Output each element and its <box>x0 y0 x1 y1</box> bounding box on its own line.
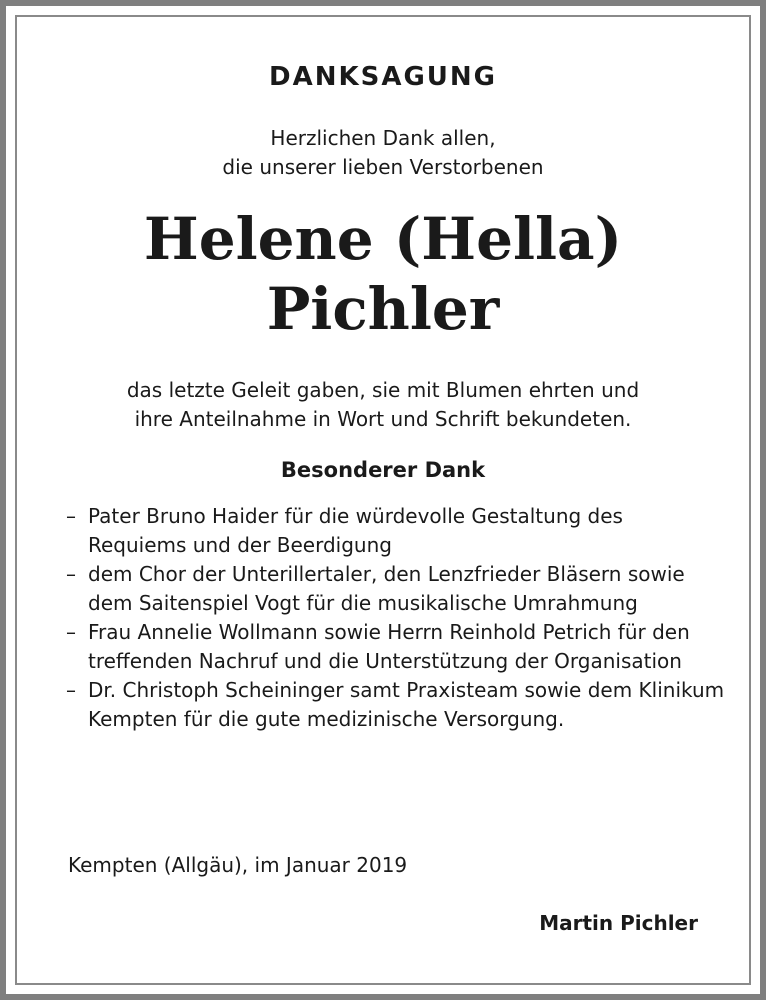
body-line-1: das letzte Geleit gaben, sie mit Blumen ehrten und <box>126 378 640 402</box>
list-item-text: Frau Annelie Wollmann sowie Herrn Reinhold Petrich für den treffenden Nachruf und die Unterstützung der Organisation <box>88 620 690 673</box>
notice-title: DANKSAGUNG <box>268 62 497 92</box>
special-thanks-heading: Besonderer Dank <box>280 458 486 482</box>
body-text <box>0 376 766 434</box>
deceased-name <box>0 204 766 344</box>
list-item <box>66 502 726 560</box>
deceased-name-line-2: Pichler <box>266 275 500 343</box>
place-date: Kempten (Allgäu), im Januar 2019 <box>68 853 408 877</box>
deceased-name-line-1: Helene (Hella) <box>143 205 623 273</box>
intro-text <box>0 124 766 182</box>
intro-line-2: die unserer lieben Verstorbenen <box>222 155 544 179</box>
list-item-text: Pater Bruno Haider für die würdevolle Gestaltung des Requiems und der Beerdigung <box>88 504 623 557</box>
list-item-text: dem Chor der Unterillertaler, den Lenzfrieder Bläsern sowie dem Saitenspiel Vogt für die musikalische Umrahmung <box>88 562 685 615</box>
intro-line-1: Herzlichen Dank allen, <box>270 126 496 150</box>
dash-bullet: – <box>66 620 76 644</box>
list-item <box>66 560 726 618</box>
special-thanks-list <box>66 502 726 734</box>
dash-bullet: – <box>66 504 76 528</box>
list-item <box>66 618 726 676</box>
signature: Martin Pichler <box>539 911 698 935</box>
body-line-2: ihre Anteilnahme in Wort und Schrift bekundeten. <box>134 407 632 431</box>
dash-bullet: – <box>66 678 76 702</box>
list-item <box>66 676 726 734</box>
dash-bullet: – <box>66 562 76 586</box>
list-item-text: Dr. Christoph Scheininger samt Praxisteam sowie dem Klinikum Kempten für die gute medizinische Versorgung. <box>88 678 725 731</box>
